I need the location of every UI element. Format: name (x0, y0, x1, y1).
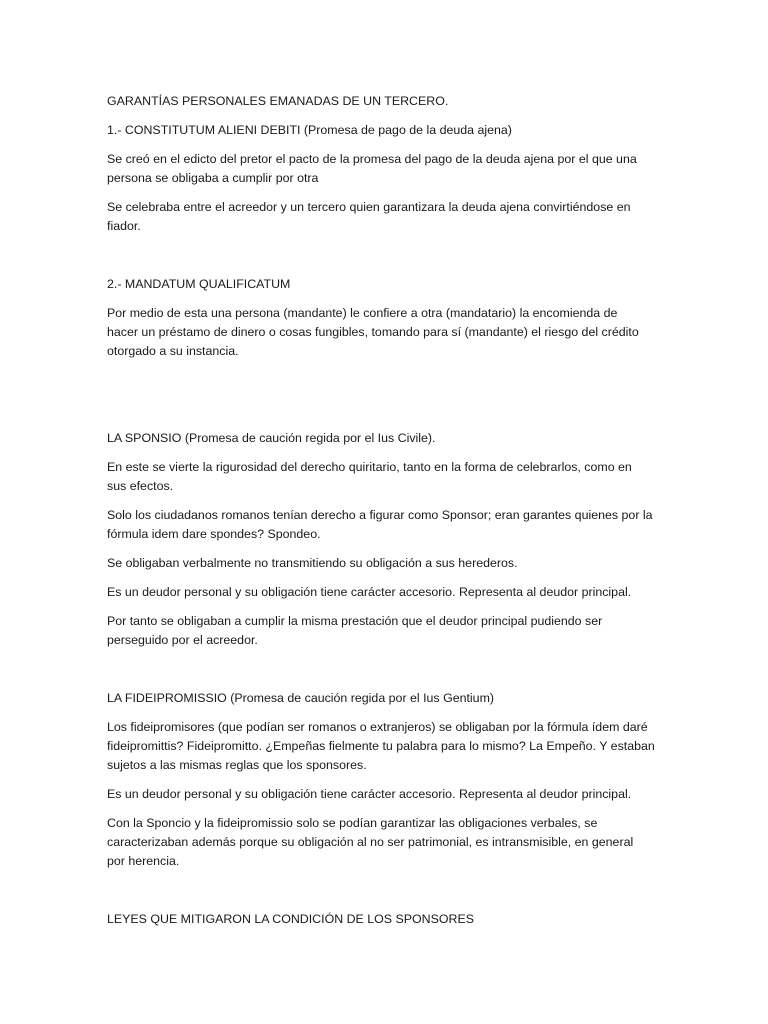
section-heading-constitutum: 1.- CONSTITUTUM ALIENI DEBITI (Promesa de pago de la deuda ajena) (107, 123, 512, 137)
paragraph-line: Los fideipromisores (que podían ser romanos o extranjeros) se obligaban por la fórmula ídem daré (107, 720, 648, 734)
paragraph-line: Por tanto se obligaban a cumplir la misma prestación que el deudor principal pudiendo ser (107, 614, 603, 628)
paragraph-line: Es un deudor personal y su obligación tiene carácter accesorio. Representa al deudor principal. (107, 787, 632, 801)
paragraph-line: Es un deudor personal y su obligación tiene carácter accesorio. Representa al deudor principal. (107, 585, 632, 599)
paragraph-line: Se creó en el edicto del pretor el pacto de la promesa del pago de la deuda ajena por el que una (107, 152, 637, 166)
paragraph-line: fórmula idem dare spondes? Spondeo. (107, 527, 321, 541)
section-heading-mandatum: 2.- MANDATUM QUALIFICATUM (107, 277, 291, 291)
paragraph-line: caracterizaban además porque su obligación al no ser patrimonial, es intransmisible, en general (107, 835, 634, 849)
document-title: GARANTÍAS PERSONALES EMANADAS DE UN TERCERO. (107, 94, 449, 108)
paragraph-line: otorgado a su instancia. (107, 344, 239, 358)
paragraph-line: por herencia. (107, 854, 180, 868)
paragraph-line: sujetos a las mismas reglas que los sponsores. (107, 758, 367, 772)
paragraph-line: Se obligaban verbalmente no transmitiendo su obligación a sus herederos. (107, 556, 518, 570)
paragraph-line: fideipromittis? Fideipromitto. ¿Empeñas fielmente tu palabra para lo mismo? La Empeño. Y estaban (107, 739, 655, 753)
paragraph-line: Solo los ciudadanos romanos tenían derecho a figurar como Sponsor; eran garantes quienes por la (107, 508, 653, 522)
paragraph-line: sus efectos. (107, 479, 174, 493)
paragraph-line: Se celebraba entre el acreedor y un tercero quien garantizara la deuda ajena convirtiéndose en (107, 200, 631, 214)
paragraph-line: persona se obligaba a cumplir por otra (107, 171, 319, 185)
paragraph-line: perseguido por el acreedor. (107, 633, 258, 647)
paragraph-line: fiador. (107, 219, 141, 233)
paragraph-line: Por medio de esta una persona (mandante) le confiere a otra (mandatario) la encomienda de (107, 306, 618, 320)
paragraph-line: En este se vierte la rigurosidad del derecho quiritario, tanto en la forma de celebrarlos, como en (107, 460, 632, 474)
paragraph-line: Con la Sponcio y la fideipromissio solo se podían garantizar las obligaciones verbales, se (107, 816, 598, 830)
section-heading-fideipromissio: LA FIDEIPROMISSIO (Promesa de caución regida por el Ius Gentium) (107, 691, 495, 705)
paragraph-line: hacer un préstamo de dinero o cosas fungibles, tomando para sí (mandante) el riesgo del crédito (107, 325, 639, 339)
section-heading-leyes: LEYES QUE MITIGARON LA CONDICIÓN DE LOS SPONSORES (107, 912, 474, 926)
section-heading-sponsio: LA SPONSIO (Promesa de caución regida por el Ius Civile). (107, 431, 436, 445)
